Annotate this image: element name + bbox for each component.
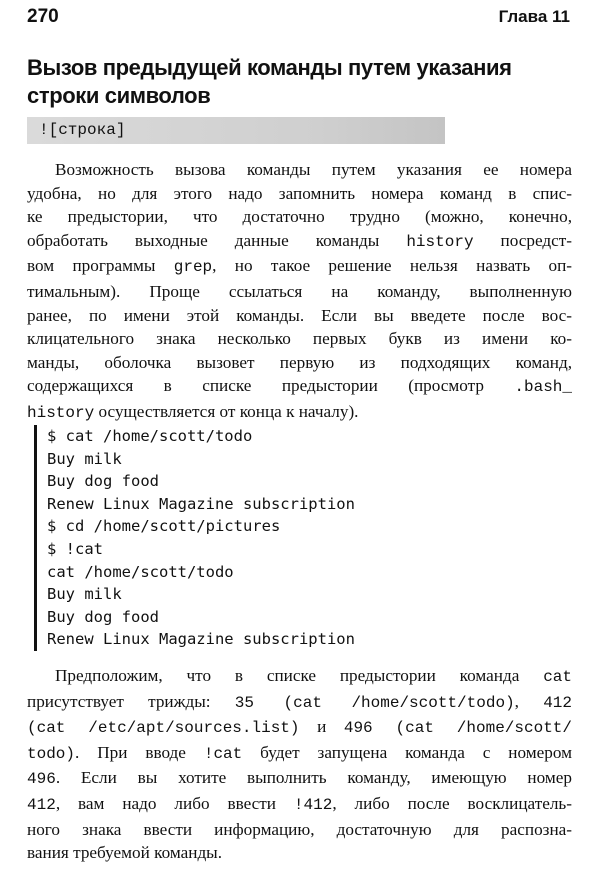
paragraph-line: клицательного знака несколько первых букв из имени ко- [27, 329, 572, 349]
inline-code: 412 [27, 795, 56, 814]
text-run: вом программы [27, 256, 174, 276]
code-line: $ cat /home/scott/todo [47, 427, 253, 445]
code-line: Buy dog food [47, 607, 159, 626]
inline-code: 496 (cat /home/scott/ [343, 719, 573, 738]
paragraph-1 [27, 158, 572, 426]
code-line: cat /home/scott/todo [47, 562, 234, 581]
text-run: , [514, 691, 544, 711]
paragraph-2 [27, 664, 572, 865]
paragraph-line [27, 690, 572, 716]
text-run: и [299, 717, 344, 737]
syntax-text: ![строка] [39, 121, 126, 139]
paragraph-line: удобна, но для этого надо запомнить номера команд в спис- [27, 183, 572, 203]
code-line: Buy dog food [47, 472, 159, 491]
inline-code: !412 [293, 795, 333, 814]
paragraph-line [27, 741, 572, 767]
text-run: содержащихся в списке предыстории (просмотр [27, 376, 515, 396]
paragraph-line: вания требуемой команды. [27, 843, 223, 863]
text-run: осуществляется от конца к началу). [94, 401, 359, 421]
text-run: присутствует трижды: [27, 691, 235, 711]
text-run: . Если вы хотите выполнить команду, имеющую номер [55, 768, 572, 788]
text-run: . При вводе [75, 742, 204, 762]
text-run: , либо после восклицатель- [332, 793, 572, 813]
inline-code: todo) [27, 744, 76, 763]
inline-code: (cat /etc/apt/sources.list) [27, 719, 300, 738]
paragraph-line: Возможность вызова команды путем указания ее номера [55, 160, 572, 179]
section-title-line-1: Вызов предыдущей команды путем указания [27, 55, 512, 80]
text-run: обработать выходные данные команды [27, 230, 407, 250]
paragraph-line [27, 229, 572, 255]
text-run: , но такое решение нельзя назвать оп- [212, 256, 572, 276]
paragraph-line [27, 374, 572, 400]
code-listing [34, 425, 355, 651]
inline-code: history [406, 232, 474, 251]
inline-code: !cat [203, 744, 243, 763]
paragraph-line [27, 664, 572, 690]
section-title [27, 54, 577, 110]
section-title-line-2: строки символов [27, 83, 211, 108]
text-run: Предположим, что в списке предыстории команда [55, 666, 544, 685]
code-line: Renew Linux Magazine subscription [47, 630, 355, 649]
paragraph-line: ного знака ввести информацию, достаточную для распозна- [27, 819, 572, 839]
paragraph-line: манды, оболочка вызовет первую из подходящих команд, [27, 352, 572, 372]
chapter-label: Глава 11 [498, 7, 570, 26]
code-line: Buy milk [47, 585, 122, 604]
text-run: будет запущена команда с номером [242, 742, 572, 762]
inline-code: cat [543, 668, 572, 686]
page-number: 270 [27, 6, 59, 27]
inline-code: 35 (cat /home/scott/todo) [234, 693, 515, 712]
paragraph-line [27, 792, 572, 818]
paragraph-line [27, 400, 572, 426]
inline-code: history [27, 403, 95, 422]
inline-code: .bash_ [514, 378, 572, 397]
paragraph-line [27, 254, 572, 280]
code-line: $ !cat [47, 539, 103, 558]
text-run: посредст- [473, 230, 572, 250]
inline-code: grep [173, 258, 213, 277]
text-run: , вам надо либо ввести [55, 793, 294, 813]
code-line: Renew Linux Magazine subscription [47, 494, 355, 513]
paragraph-line [27, 766, 572, 792]
code-line: $ cd /home/scott/pictures [47, 517, 281, 536]
inline-code: 496 [27, 770, 56, 789]
syntax-box [27, 117, 445, 144]
paragraph-line: тимальным). Проще ссылаться на команду, выполненную [27, 281, 572, 301]
inline-code: 412 [543, 693, 572, 712]
paragraph-line: ке предыстории, что достаточно трудно (можно, конечно, [27, 207, 572, 227]
code-line: Buy milk [47, 449, 122, 468]
paragraph-line [27, 715, 572, 741]
paragraph-line: ранее, по имени этой команды. Если вы введете после вос- [27, 305, 572, 325]
